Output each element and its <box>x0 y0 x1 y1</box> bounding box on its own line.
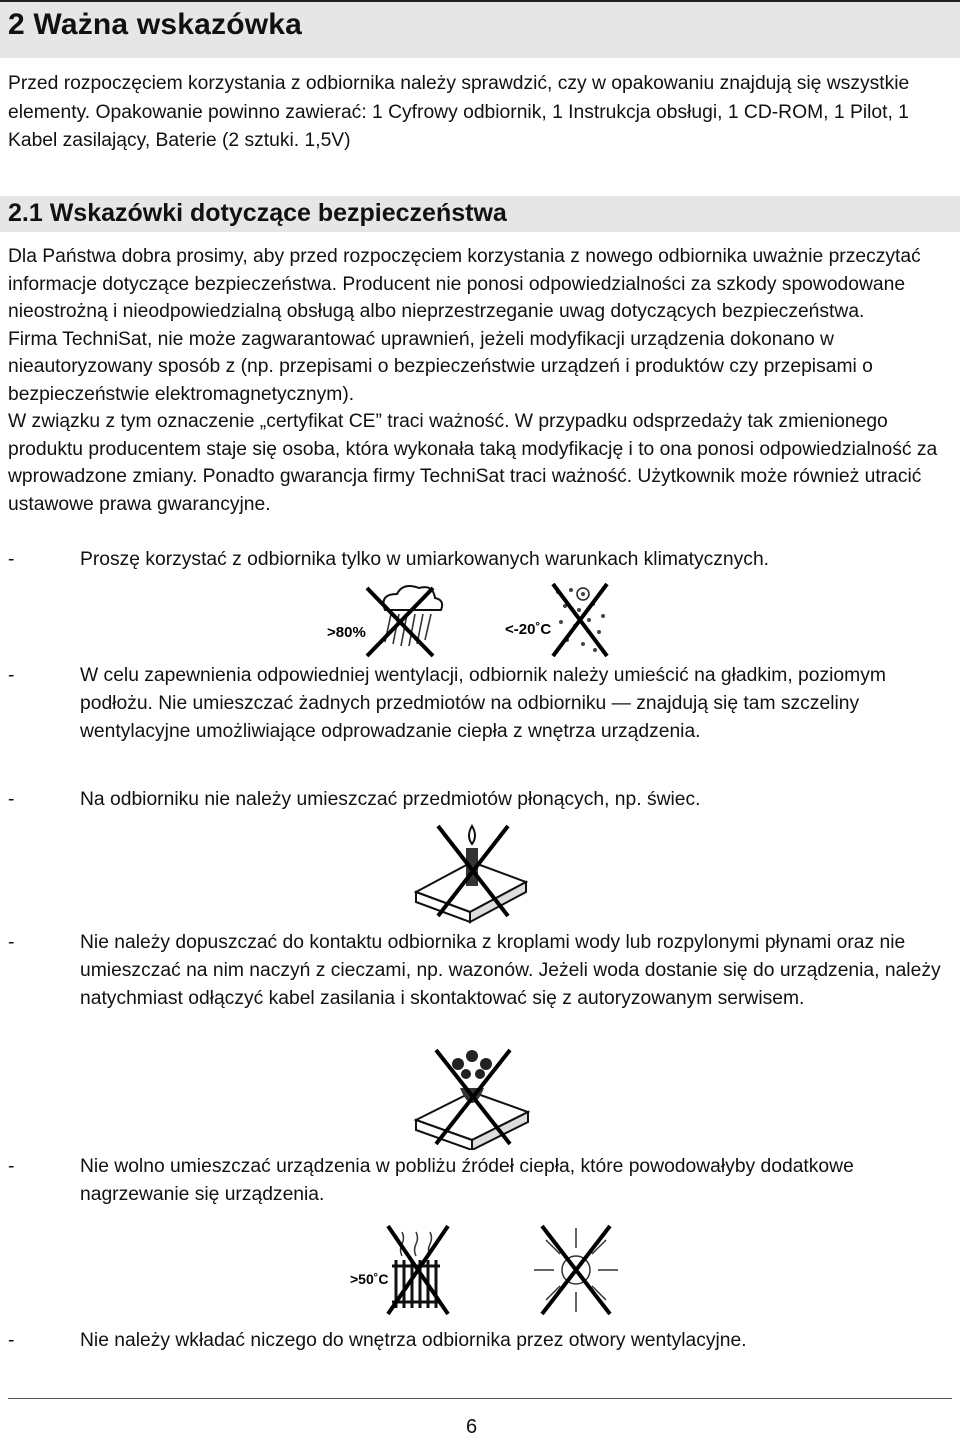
candle-warning-figure <box>412 820 530 924</box>
heat-label: >50˚C <box>350 1271 389 1287</box>
subsection-heading: 2.1 Wskazówki dotyczące bezpieczeństwa <box>8 199 507 227</box>
footer-divider <box>8 1398 952 1399</box>
paragraph-modification: Firma TechniSat, nie może zagwarantować uprawnień, jeżeli modyfikacji urządzenia dokonano w nieautoryzowany sposób z (np. przepisami o bezpieczeństwie urządzeń i produktów czy przepisami o bezpieczeństwie elektromagnetycznym). <box>8 328 873 405</box>
cold-label: <-20˚C <box>505 621 552 638</box>
bullet-text: Proszę korzystać z odbiornika tylko w umiarkowanych warunkach klimatycznych. <box>80 549 770 570</box>
bullet-dash: - <box>8 1156 15 1177</box>
sun-warning-figure <box>528 1222 624 1318</box>
radiator-warning-figure <box>348 1222 458 1318</box>
bullet-dash: - <box>8 789 15 810</box>
page-number: 6 <box>466 1416 478 1438</box>
bullet-text: Na odbiorniku nie należy umieszczać przedmiotów płonących, np. świec. <box>80 789 701 810</box>
intro-paragraph: Przed rozpoczęciem korzystania z odbiornika należy sprawdzić, czy w opakowaniu znajdują się wszystkie elementy. Opakowanie powinno zawierać: 1 Cyfrowy odbiornik, 1 Instrukcja obsługi, 1 CD-ROM, 1 Pilot, 1 Kabel zasilający, Baterie (2 sztuki. 1,5V) <box>8 73 910 151</box>
bullet-dash: - <box>8 932 15 953</box>
bullet-text: Nie wolno umieszczać urządzenia w pobliżu źródeł ciepła, które powodowałyby dodatkowe nagrzewanie się urządzenia. <box>80 1156 854 1205</box>
cold-warning-figure <box>503 580 613 660</box>
flame-icon <box>469 826 475 844</box>
vase-warning-figure <box>412 1046 532 1150</box>
humidity-warning-figure <box>325 582 445 660</box>
bullet-text: Nie należy dopuszczać do kontaktu odbiornika z kroplami wody lub rozpylonymi płynami oraz nie umieszczać na nim naczyń z cieczami, np. wazonów. Jeżeli woda dostanie się do urządzenia, należy natychmiast odłączyć kabel zasilania i skontaktować się z autoryzowanym serwisem. <box>80 932 941 1009</box>
safety-text <box>8 243 953 518</box>
bullet-dash: - <box>8 665 15 686</box>
paragraph-ce-certificate: W związku z tym oznaczenie „certyfikat CE” traci ważność. W przypadku odsprzedaży tak zmienionego produktu producentem staje się osoba, która wykonała taką modyfikację i to ona ponosi odpowiedzialność za wprowadzone zmiany. Ponadto gwarancja firmy TechniSat traci ważność. Użytkownik może również utracić ustawowe prawa gwarancyjne. <box>8 411 938 515</box>
bullet-dash: - <box>8 549 15 570</box>
bullet-dash: - <box>8 1330 15 1351</box>
flowers-icon <box>452 1050 492 1079</box>
bullet-text: W celu zapewnienia odpowiedniej wentylacji, odbiornik należy umieścić na gładkim, poziomym podłożu. Nie umieszczać żadnych przedmiotów na odbiorniku — znajdują się tam szczeliny wentylacyjne umożliwiające odprowadzanie ciepła z wnętrza urządzenia. <box>80 665 886 742</box>
humidity-label: >80% <box>327 624 366 641</box>
paragraph-responsibility: Dla Państwa dobra prosimy, aby przed rozpoczęciem korzystania z nowego odbiornika uważnie przeczytać informacje dotyczące bezpieczeństwa. Producent nie ponosi odpowiedzialności za szkody spowodowane nieostrożną i nieodpowiedzialną obsługą albo nieprzestrzeganie uwag dotyczących bezpieczeństwa. <box>8 246 921 322</box>
section-heading: 2 Ważna wskazówka <box>8 8 303 41</box>
bullet-text: Nie należy wkładać niczego do wnętrza odbiornika przez otwory wentylacyjne. <box>80 1330 747 1351</box>
